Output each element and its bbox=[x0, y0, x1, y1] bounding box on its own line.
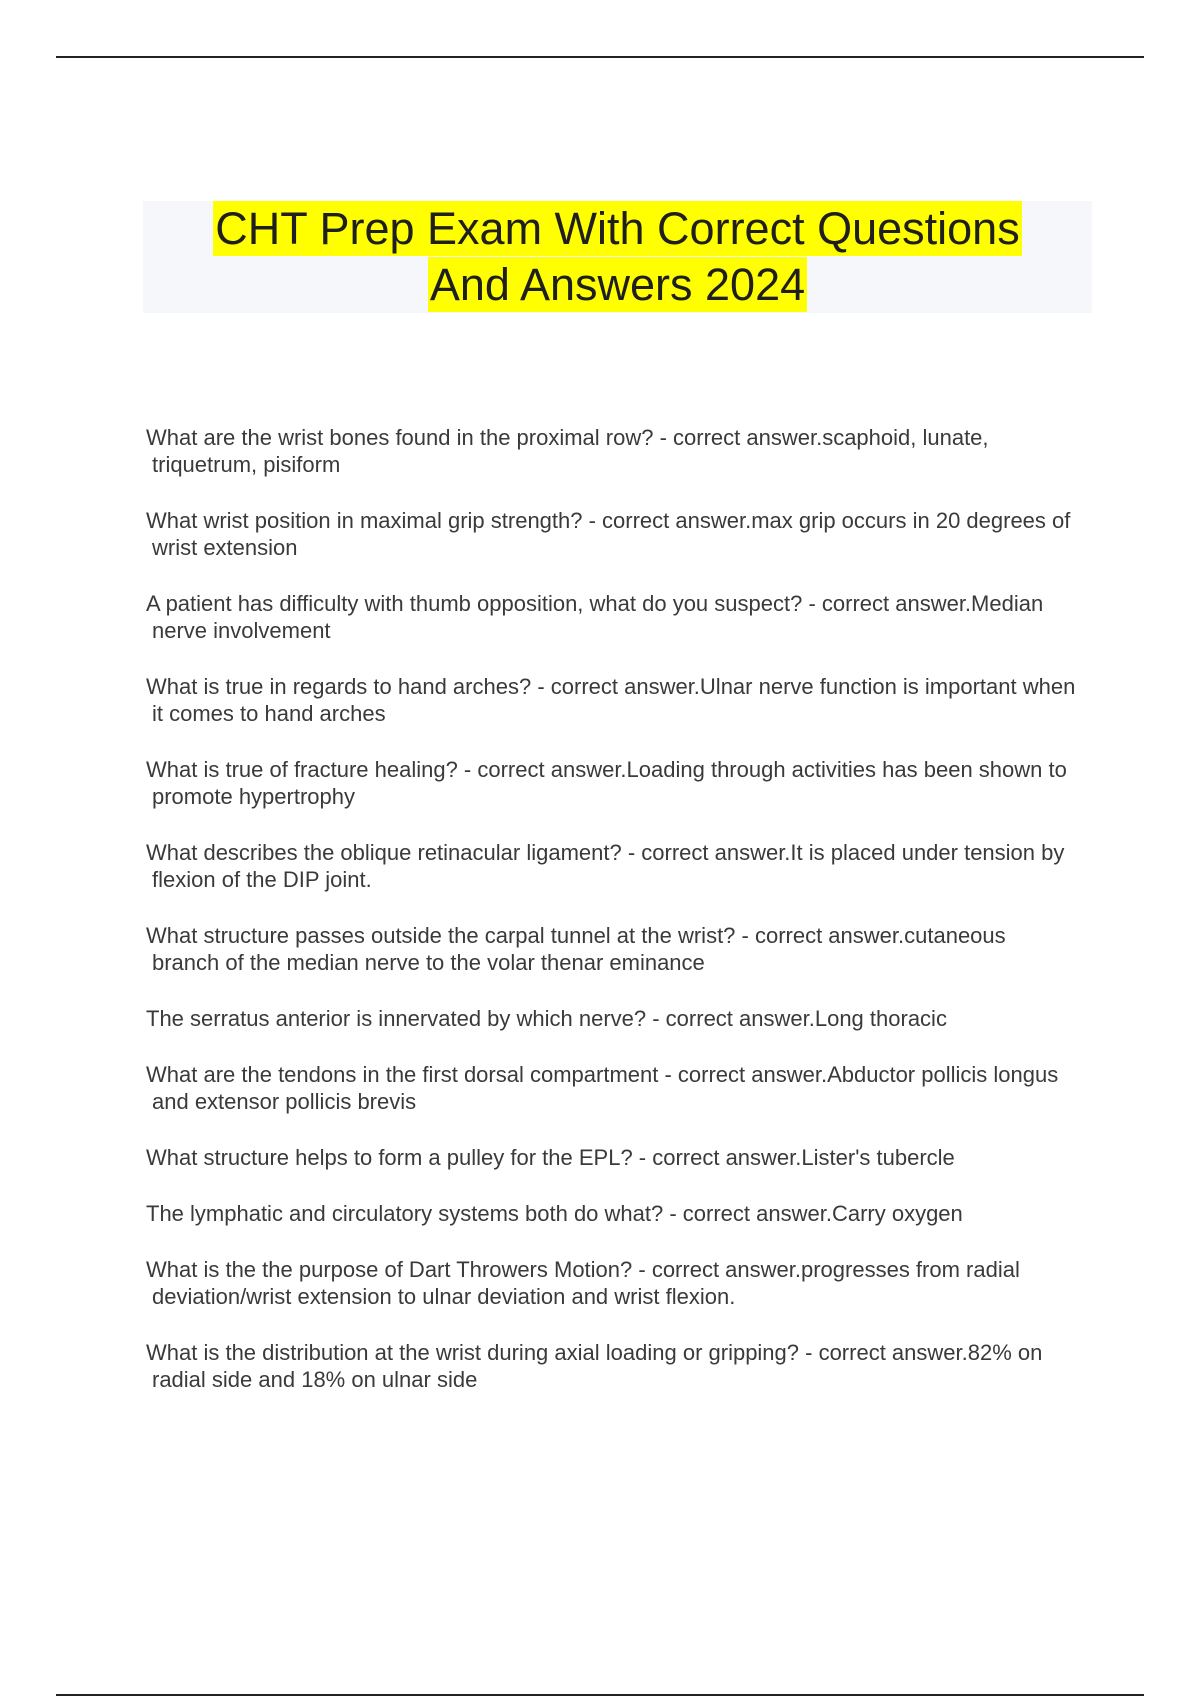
qa-item: The lymphatic and circulatory systems both do what? - correct answer.Carry oxygen bbox=[146, 1201, 963, 1226]
qa-item: What wrist position in maximal grip strength? - correct answer.max grip occurs in 20 degrees of wrist extension bbox=[146, 508, 1071, 560]
qa-item: What is the the purpose of Dart Throwers Motion? - correct answer.progresses from radial deviation/wrist extension to ulnar deviation and wrist flexion. bbox=[146, 1257, 1020, 1309]
qa-item: What describes the oblique retinacular ligament? - correct answer.It is placed under tension by flexion of the DIP joint. bbox=[146, 840, 1065, 892]
qa-item: A patient has difficulty with thumb opposition, what do you suspect? - correct answer.Median nerve involvement bbox=[146, 591, 1044, 643]
qa-item: What structure passes outside the carpal tunnel at the wrist? - correct answer.cutaneous branch of the median nerve to the volar thenar eminance bbox=[146, 923, 1006, 975]
qa-item: What is true of fracture healing? - correct answer.Loading through activities has been shown to promote hypertrophy bbox=[146, 757, 1067, 809]
qa-list bbox=[146, 424, 1076, 1422]
qa-item: What structure helps to form a pulley for the EPL? - correct answer.Lister's tubercle bbox=[146, 1145, 955, 1170]
qa-item: What is the distribution at the wrist during axial loading or gripping? - correct answer.82% on radial side and 18% on ulnar side bbox=[146, 1340, 1043, 1392]
document-title-line-1: CHT Prep Exam With Correct Questions bbox=[215, 203, 1020, 254]
qa-item: The serratus anterior is innervated by which nerve? - correct answer.Long thoracic bbox=[146, 1006, 947, 1031]
document-title-line-2: And Answers 2024 bbox=[429, 259, 806, 310]
qa-item: What are the tendons in the first dorsal compartment - correct answer.Abductor pollicis longus and extensor pollicis brevis bbox=[146, 1062, 1059, 1114]
footer-rule bbox=[56, 1694, 1144, 1696]
title-block bbox=[143, 201, 1092, 313]
header-rule bbox=[56, 56, 1144, 58]
qa-item: What is true in regards to hand arches? - correct answer.Ulnar nerve function is important when it comes to hand arches bbox=[146, 674, 1076, 726]
qa-item: What are the wrist bones found in the proximal row? - correct answer.scaphoid, lunate, triquetrum, pisiform bbox=[146, 425, 989, 477]
